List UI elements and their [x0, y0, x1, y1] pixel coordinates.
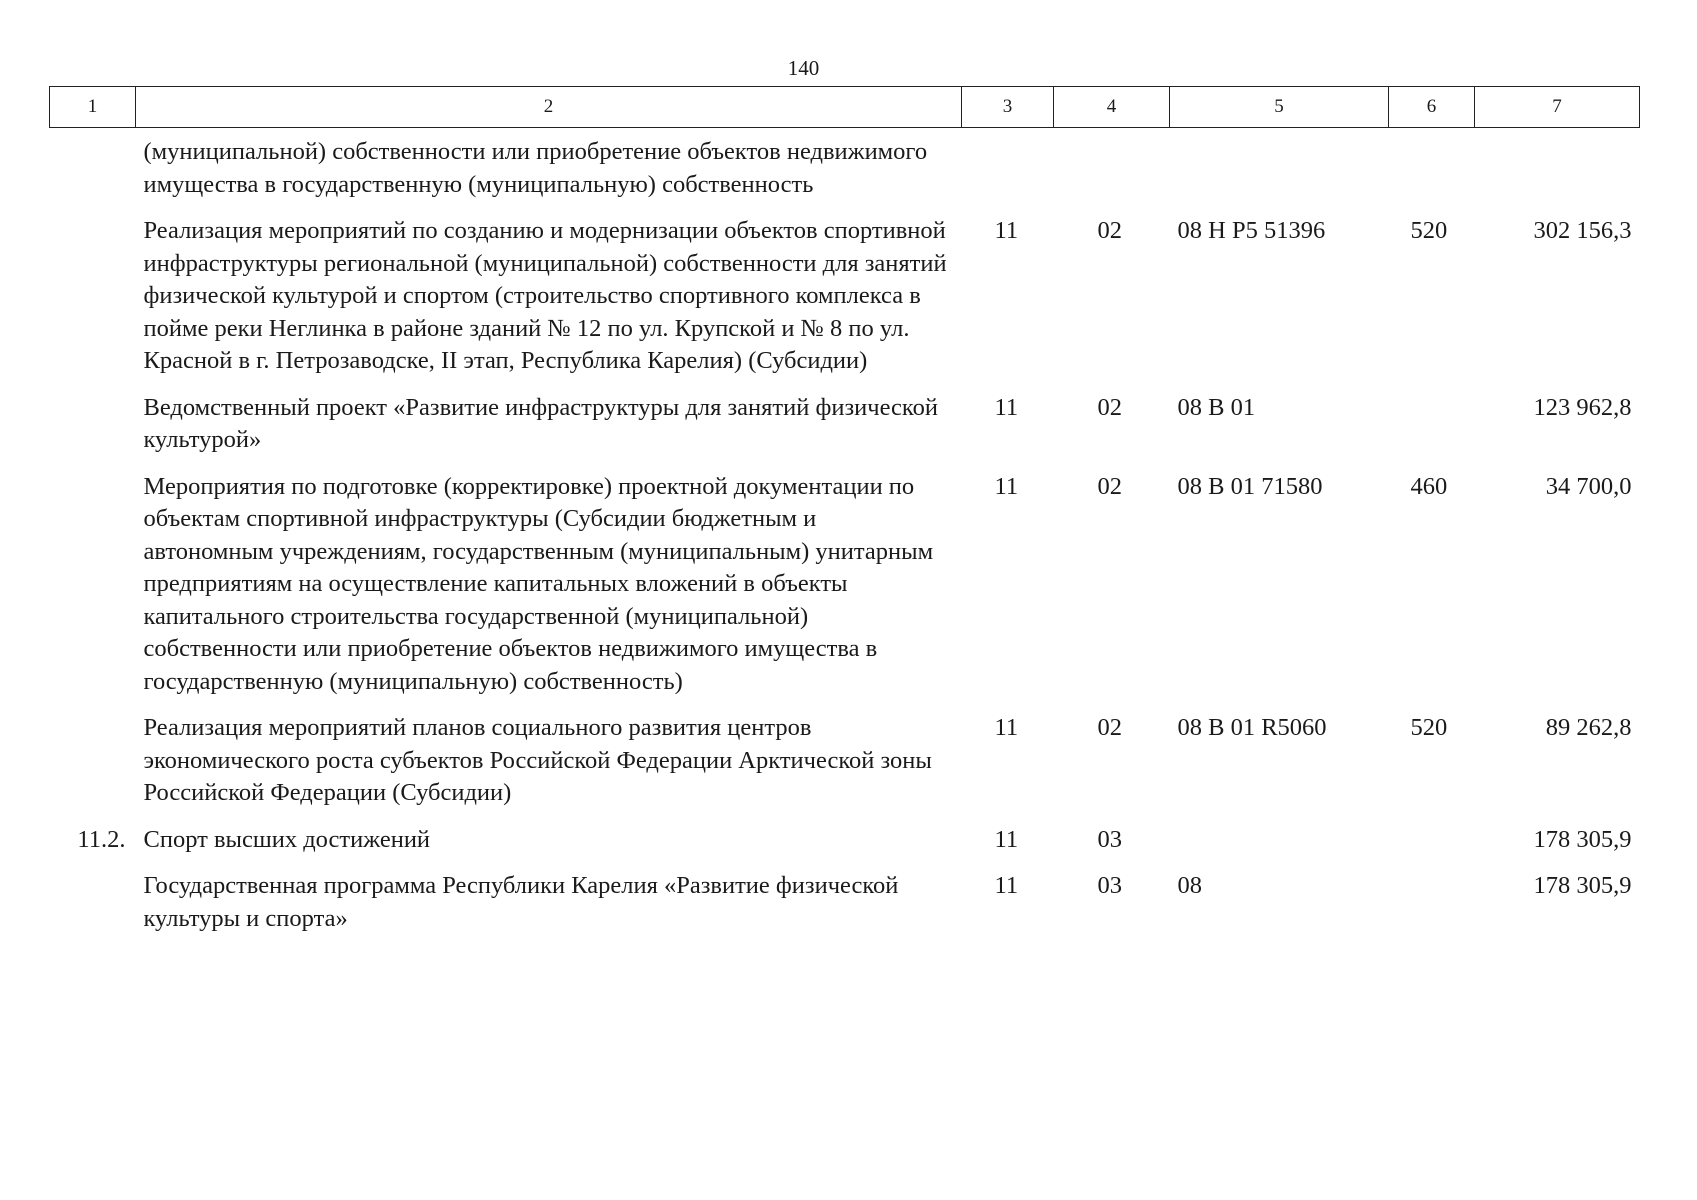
row-target-code [1170, 128, 1389, 216]
row-subsection: 03 [1097, 872, 1122, 899]
row-amount: 178 305,9 [1533, 872, 1632, 899]
row-target-code: 08 Н Р5 51396 [1177, 217, 1326, 244]
column-header-4: 4 [1054, 87, 1170, 128]
row-subsection: 02 [1097, 217, 1122, 244]
row-amount: 89 262,8 [1545, 714, 1632, 741]
row-name: Реализация мероприятий по созданию и модернизации объектов спортивной инфраструктуры региональной (муниципальной) собственности для занятий физической культурой и спортом (строительство спортивного комплекса в пойме реки Неглинка в районе зданий № 12 по ул. Крупской и № 8 по ул. Красной в г. Петрозаводске, II этап, Республика Карелия) (Субсидии) [143, 217, 947, 374]
row-name: Реализация мероприятий планов социального развития центров экономического роста субъектов Российской Федерации Арктической зоны Российской Федерации (Субсидии) [143, 714, 932, 806]
row-expense-type [1389, 824, 1475, 871]
row-section: 11 [994, 872, 1019, 899]
row-expense-type: 520 [1410, 217, 1448, 244]
row-expense-type [1389, 392, 1475, 471]
row-number [50, 215, 136, 392]
column-number-row [50, 87, 1640, 128]
column-header-6: 6 [1389, 87, 1475, 128]
row-amount: 302 156,3 [1533, 217, 1632, 244]
row-expense-type: 460 [1410, 472, 1448, 500]
row-section [962, 128, 1054, 216]
row-section: 11 [994, 472, 1019, 500]
row-number [50, 128, 136, 216]
row-number: 11.2. [77, 825, 126, 853]
row-target-code [1170, 824, 1389, 871]
row-section: 11 [994, 825, 1019, 853]
column-header-2: 2 [136, 87, 962, 128]
row-subsection: 02 [1097, 714, 1122, 741]
table-row [50, 128, 1640, 216]
page-number [0, 56, 1697, 81]
table-row [50, 824, 1640, 871]
row-number [50, 712, 136, 824]
table-row [50, 392, 1640, 471]
table-row [50, 471, 1640, 713]
row-expense-type [1389, 128, 1475, 216]
row-target-code: 08 [1177, 872, 1202, 899]
row-amount [1475, 128, 1640, 216]
table-row [50, 712, 1640, 824]
row-name: Спорт высших достижений [143, 825, 431, 853]
row-section: 11 [994, 714, 1019, 741]
row-number [50, 471, 136, 713]
row-amount: 123 962,8 [1533, 393, 1632, 421]
row-expense-type: 520 [1410, 714, 1448, 741]
row-target-code: 08 В 01 R5060 [1177, 714, 1327, 741]
table-row [50, 215, 1640, 392]
row-name: Ведомственный проект «Развитие инфраструктуры для занятий физической культурой» [143, 393, 938, 453]
page-number-text: 140 [787, 56, 820, 80]
table-row [50, 870, 1640, 949]
row-number [50, 392, 136, 471]
row-subsection: 02 [1097, 393, 1122, 421]
row-name: Государственная программа Республики Карелия «Развитие физической культуры и спорта» [143, 872, 899, 932]
column-header-5: 5 [1170, 87, 1389, 128]
row-section: 11 [994, 393, 1019, 421]
budget-table [49, 86, 1640, 949]
row-amount: 34 700,0 [1545, 472, 1632, 500]
column-header-1: 1 [50, 87, 136, 128]
row-amount: 178 305,9 [1533, 825, 1632, 853]
row-name: (муниципальной) собственности или приобретение объектов недвижимого имущества в государственную (муниципальную) собственность [143, 138, 928, 198]
column-header-7: 7 [1475, 87, 1640, 128]
row-subsection: 03 [1097, 825, 1122, 853]
column-header-3: 3 [962, 87, 1054, 128]
row-target-code: 08 В 01 [1177, 393, 1256, 421]
row-subsection [1054, 128, 1170, 216]
row-expense-type [1389, 870, 1475, 949]
row-number [50, 870, 136, 949]
row-subsection: 02 [1097, 472, 1122, 500]
row-name: Мероприятия по подготовке (корректировке) проектной документации по объектам спортивной инфраструктуры (Субсидии бюджетным и автономным учреждениям, государственным (муниципальным) унитарным предприятиям на осуществление капитальных вложений в объекты капитального строительства государственной (муниципальной) собственности или приобретение объектов недвижимого имущества в государственную (муниципальную) собственность) [143, 472, 934, 695]
row-target-code: 08 В 01 71580 [1177, 472, 1323, 500]
row-section: 11 [994, 217, 1019, 244]
